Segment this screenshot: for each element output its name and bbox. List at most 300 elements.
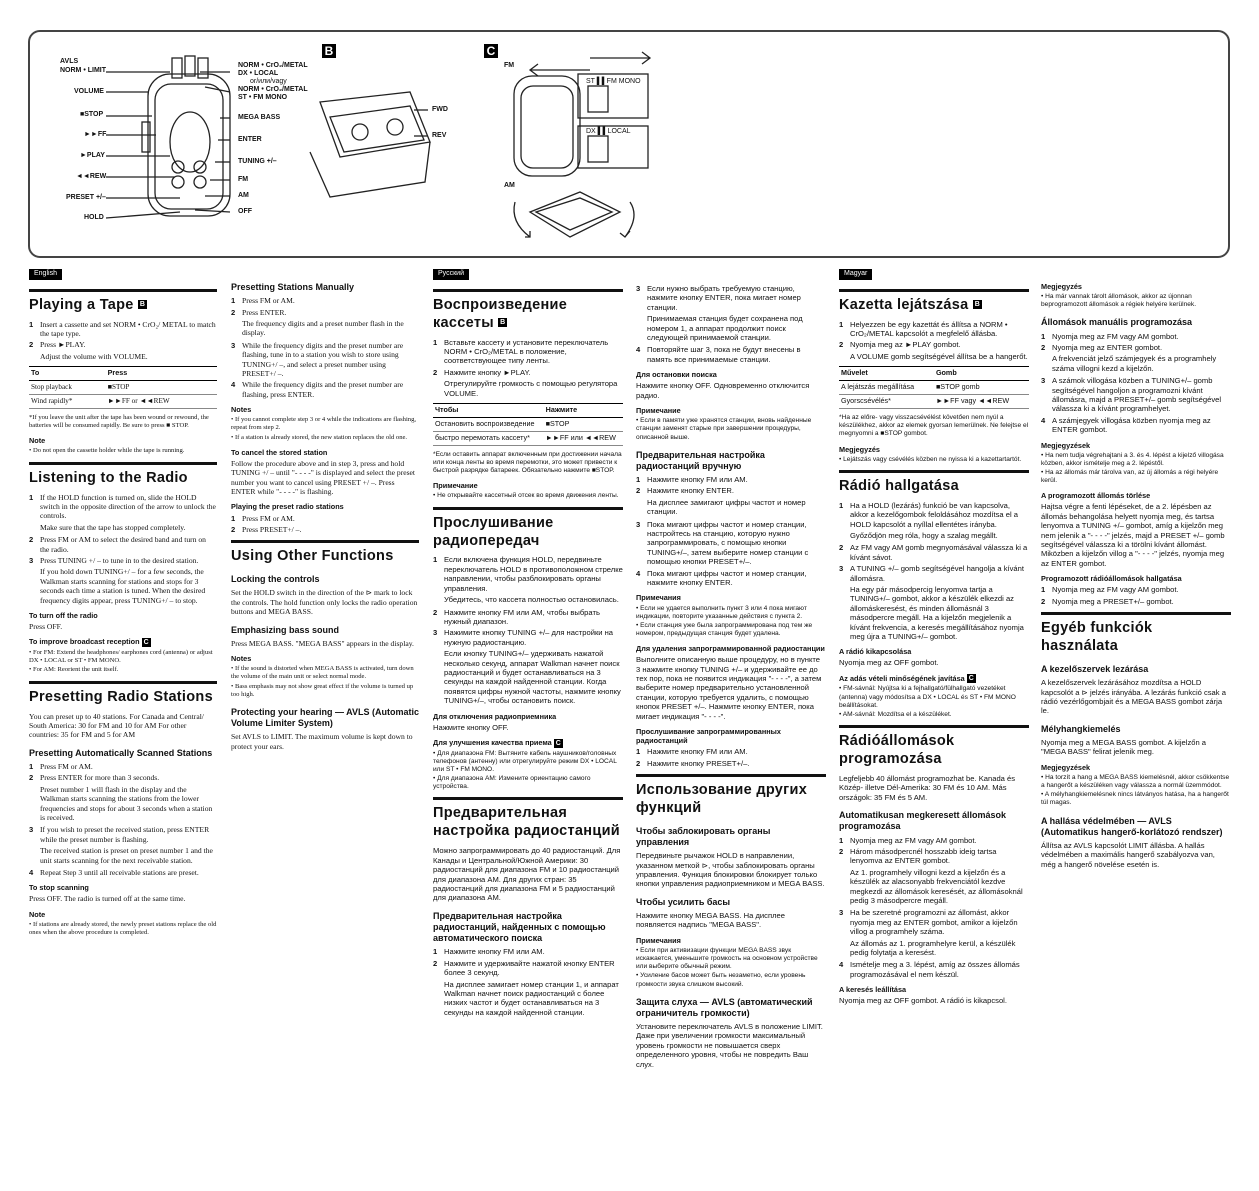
subheading: Locking the controls [231,574,320,585]
heading-listening-radio: Listening to the Radio [29,462,217,488]
step-text: Нажмите кнопку FM или AM, чтобы выбрать нужный диапазон. [444,607,600,626]
body-text: A kezelőszervek lezárásához mozdítsa a HOLD kapcsolót a ⊳ jelzés irányába. A lezárás funkció csak a rádió vezérlőgombjait és a MEGA BASS gombot zárja le. [1041,678,1226,716]
step-number: 3 [29,556,34,565]
hungarian-column-1 [839,268,1029,1008]
subheading: Programozott rádióállomások hallgatása [1041,574,1182,584]
english-column-1 [29,268,217,938]
label-hold: HOLD [84,214,104,221]
step-detail: Az állomás az 1. programhelyre kerül, a készülék pedig folytatja a keresést. [850,938,1016,958]
subheading: A hallása védelmében — AVLS (Automatikus hangerő-korlátozó rendszer) [1041,815,1223,837]
heading-playing-tape [29,289,217,315]
step-text: Нажмите кнопку ►PLAY. [444,367,531,377]
step-text: Press FM or AM. [242,513,295,523]
step-number: 2 [231,307,236,317]
step-number: 2 [1041,342,1046,352]
step-detail: Adjust the volume with VOLUME. [40,351,148,361]
step-number: 1 [231,513,236,523]
note-text: • If you cannot complete step 3 or 4 while the indications are flashing, repeat from step 2. [231,416,417,432]
step [839,960,1029,979]
step-detail: Az 1. programhely villogni kezd a kijelzőn és a készülék az alacsonyabb frekvenciától kezdve megkezdi az állomások keresését, az állomásoknál pedig 3 másodpercre megáll. [850,867,1023,906]
label-rev: REV [432,132,447,139]
label-fwd: FWD [432,106,448,113]
heading-text: Playing a Tape [29,296,134,313]
step-number: 1 [231,296,236,306]
subheading: Automatikusan megkeresett állomások programozása [839,810,1007,832]
table-header: Gomb [934,367,1029,381]
step-detail: If you hold down TUNING+/ – for a few seconds, the Walkman starts scanning for stations and stops for 3 seconds each time a station is tuned. When the desired frequency digits appear, press TUNING+/ – to stop. [40,567,206,605]
label-mega-bass: MEGA BASS [238,114,281,121]
note-label: Примечания [636,593,681,603]
step-detail: The received station is preset on preset number 1 and the unit starts scanning for the next receivable station. [40,846,213,865]
subheading: Playing the preset radio stations [231,502,344,512]
heading-listening-radio: Rádió hallgatása [839,470,1029,496]
step-text: Press ENTER. [242,307,287,317]
illustration-panel [28,30,1230,258]
figure-ref: C [143,639,149,647]
table-cell: Wind rapidly* [29,395,106,409]
step-text: Nyomja meg az FM vagy AM gombot. [1052,331,1179,341]
label-fm: FM [238,176,249,183]
russian-column-1 [433,268,623,1020]
step-text: Press FM or AM to select the desired band and turn on the radio. [40,535,206,554]
table-cell: Gyorscsévélés* [839,395,934,409]
step [839,908,1029,936]
heading-playing-tape [839,289,1029,315]
step-text: Нажмите кнопку FM или AM. [647,747,748,757]
table-row [433,417,623,431]
step [433,338,623,366]
note-text: • Не открывайте кассетный отсек во время движения ленты. [433,492,619,500]
note-text: • Ha torzít a hang a MEGA BASS kiemelésnél, akkor csökkentse a hangerőt a készüléken vagy válassza a normál üzemmódot. [1041,773,1230,789]
body-text: Nyomja meg az OFF gombot. [839,658,939,668]
step-text: Если включена функция HOLD, передвиньте переключатель HOLD в противоположном стрелке направлении, чтобы разблокировать органы управления. [444,555,623,593]
step-number: 2 [29,340,34,350]
step-number: 3 [636,519,641,529]
english-column-2 [231,282,419,753]
step [1041,416,1231,435]
step-number: 2 [839,543,844,553]
step-number: 2 [29,773,34,783]
step-number: 2 [231,524,236,534]
step [29,868,217,877]
note-label: Notes [231,405,252,415]
body-text: Можно запрограммировать до 40 радиостанций. Для Канады и Центральной/Южной Америки: 30 радиостанций для диапазона FM и 10 радиостанций для диапазона AM. Для других стран: 35 радиостанций для диапазона FM и 5 радиостанций для диапазона AM. [433,846,621,903]
step-text: Press ENTER for more than 3 seconds. [40,773,160,783]
step-number: 3 [1041,376,1046,386]
step-number: 2 [433,607,438,617]
body-text: Передвиньте рычажок HOLD в направлении, указанном меткой ⊳, чтобы заблокировать органы управления. Функция блокировки блокирует только кнопки управления радиоприемником и MEGA BASS. [636,851,825,889]
table-header: Нажмите [544,404,623,418]
step-text: Nyomja meg az ►PLAY gombot. [850,340,961,350]
subheading-text: Для улучшения качества приема [433,738,552,748]
step-number: 4 [1041,415,1046,425]
body-text: Nyomja meg az OFF gombot. A rádió is kikapcsol. [839,996,1007,1006]
step [1041,585,1231,594]
playback-table [839,366,1029,409]
body-text: Follow the procedure above and in step 3, press and hold TUNING +/ – until "- - - -" is displayed and select the preset number you want to cancel using PRESET +/ –. Press ENTER while "- - - -" is flashing. [231,458,416,497]
step-text: Нажимите кнопку TUNING +/– для настройки на нужную радиостанцию. [444,628,614,647]
body-text: Hajtsa végre a fenti lépéseket, de a 2. lépésben az állomás behangolása helyett nyomja meg, és tartsa lenyomva a TUNING +/– gombot, amíg a kijelzőn meg nem jelenik a "- - - -" jelzés, majd a PRESET +/– gomb segítségével válassza ki a törölni kívánt állomást. Miközben a kijelzőn villog a "- - - -" jelzés, nyomja meg az ENTER gombot. [1041,502,1225,568]
subheading: A programozott állomás törlése [1041,491,1151,501]
step [231,341,419,379]
step [636,759,826,768]
step [839,847,1029,866]
body-text: Установите переключатель AVLS в положение LIMIT. Даже при увеличении громкости максимальный уровень громкости не повышается сверх определенного уровня, чтобы не повредить Ваш слух. [636,1022,823,1069]
step-detail: A VOLUME gomb segítségével állítsa be a hangerőt. [850,351,1028,361]
note-label: Megjegyzések [1041,762,1091,772]
step [636,747,826,756]
body-text: You can preset up to 40 stations. For Canada and Central/ South America: 30 for FM and 10 for AM For other countries: 35 for FM and 5 for AM [29,711,204,740]
label-am: AM [238,192,249,199]
step-text: Nyomja meg az FM vagy AM gombot. [1052,585,1179,595]
step-number: 2 [839,847,844,857]
step-text: Press FM or AM. [40,761,93,771]
subheading: A keresés leállítása [839,985,907,995]
note-label: Примечание [636,406,681,416]
subheading: Presetting Automatically Scanned Stations [29,747,213,758]
figure-ref: C [968,675,974,683]
note-label: Notes [231,654,252,664]
switch-dx-local: DX ▌▌LOCAL [586,128,631,135]
note-text: • Bass emphasis may not show great effect if the volume is turned up too high. [231,682,414,698]
figure-ref: B [974,301,981,309]
subheading: A rádió kikapcsolása [839,647,912,657]
step [636,520,826,567]
step-number: 2 [636,758,641,768]
step [1041,332,1231,341]
subheading: To stop scanning [29,883,89,893]
table-header: Press [106,367,217,381]
heading-other-functions: Egyéb funkciók használata [1041,612,1231,656]
step [839,564,1029,583]
step-text: A számjegyek villogása közben nyomja meg az ENTER gombot. [1052,415,1211,435]
step-text: Press ►PLAY. [40,340,86,350]
step [29,493,217,521]
step-number: 3 [231,340,236,350]
label-rew: ◄◄REW [76,173,107,180]
step-text: Insert a cassette and set NORM • CrO₂/ METAL to match the tape type. [40,319,216,339]
subheading: To turn off the radio [29,611,98,621]
step-number: 1 [839,835,844,845]
label-tuning: TUNING +/– [238,158,277,165]
step [636,284,826,312]
step-detail: Отрегулируйте громкость с помощью регулятора VOLUME. [444,379,618,398]
table-header: To [29,367,106,381]
note-label: Megjegyzés [839,444,880,454]
table-row [839,395,1029,409]
bullet-text: • Для диапазона FM: Вытяните кабель наушников/головных телефонов (антенну) или отрегулируйте режим DX • LOCAL или ST • FM MONO. [433,749,617,773]
step [433,555,623,593]
body-text: Nyomja meg a MEGA BASS gombot. A kijelzőn a "MEGA BASS" felirat jelenik meg. [1041,737,1207,757]
step-text: Нажмите кнопку ENTER. [647,486,734,496]
table-cell: Stop playback [29,381,106,395]
subheading: Предварительная настройка радиостанций вручную [636,449,765,471]
walkman-illustration [30,32,1228,256]
bullet-text: • AM-sávnál: Mozdítsa el a készüléket. [839,710,952,718]
subheading: Presetting Stations Manually [231,282,355,292]
heading-text: Kazetta lejátszása [839,296,969,313]
step [29,556,217,565]
step-number: 2 [636,486,641,496]
label-off: OFF [238,208,252,215]
label-preset: PRESET +/– [66,194,106,201]
subheading: Для отключения радиоприемника [433,711,557,721]
step-number: 1 [839,319,844,329]
step-text: While the frequency digits and the preset number are flashing, press ENTER. [242,380,404,399]
step-text: Helyezzen be egy kazettát és állítsa a NORM • CrO₂/METAL kapcsolót a megfelelő állásba. [850,319,1008,339]
step-detail: На дисплее замигают цифры частот и номер станции. [647,497,806,517]
label-stop: ■STOP [80,111,104,118]
label-st-fm-mono: ST • FM MONO [238,94,288,101]
step-number: 2 [433,367,438,377]
body-text: Press OFF. The radio is turned off at the same time. [29,894,186,904]
step-text: Ismételje meg a 3. lépést, amíg az összes állomás programozásával el nem készül. [850,960,1020,979]
label-dx-local: DX • LOCAL [238,70,279,77]
label-enter: ENTER [238,136,262,143]
table-footnote: *Ha az előre- vagy visszacsévélést követően nem nyúl a készülékhez, akkor az elemek gyorsan lemerülnek. Ne felejtse el megnyomni a ■STOP gombot. [839,414,1029,438]
step [839,543,1029,562]
step [29,320,217,339]
subheading: Предварительная настройка радиостанций, найденных с помощью автоматического поиска [433,910,606,944]
note-text: • If the sound is distorted when MEGA BASS is activated, turn down the volume of the main unit or select normal mode. [231,665,414,681]
step-text: Nyomja meg az ENTER gombot. [1052,342,1163,352]
note-text: • Если не удается выполнить пункт 3 или 4 пока мигают индикации, повторите указанные действия с пункта 2. [636,604,807,620]
label-ff: ►►FF [84,131,107,138]
step-number: 1 [636,747,641,757]
heading-presetting: Предварительная настройка радиостанций [433,797,623,841]
step [839,320,1029,339]
step-text: Repeat Step 3 until all receivable stations are preset. [40,867,199,877]
step-number: 1 [636,474,641,484]
playback-table [29,366,217,409]
step-number: 4 [636,568,641,578]
step-text: Нажмите кнопку PRESET+/–. [647,758,750,768]
step-text: If the HOLD function is turned on, slide the HOLD switch in the opposite direction of the arrow to unlock the controls. [40,492,216,521]
step [433,368,623,377]
table-row [839,381,1029,395]
subheading: Protecting your hearing — AVLS (Automatic Volume Limiter System) [231,706,420,729]
step-detail: Убедитесь, что кассета полностью остановилась. [444,595,619,605]
step [636,475,826,484]
step-text: Nyomja meg a PRESET+/– gombot. [1052,596,1174,606]
note-text: • Do not open the cassette holder while the tape is running. [29,447,185,455]
table-row [29,395,217,409]
step-text: Пока мигают цифры частот и номер станции, настройтесь на станцию, которую нужно запрограммировать, с помощью кнопки TUNING+/–, затем выберите номер станции с помощью кнопки PRESET+/–. [647,519,809,567]
step-number: 1 [433,555,438,565]
heading-other-functions: Using Other Functions [231,540,419,566]
note-label: Примечания [636,935,681,945]
label-avls: AVLS [60,58,79,65]
step [231,525,419,534]
bullet-text: • FM-sávnál: Nyújtsa ki a fejhallgató/fülhallgató vezetéket (antenna) vagy módosítsa a DX • LOCAL és ST • FM MONO beállításokat. [839,685,1016,709]
figure-ref: B [139,301,146,309]
note-text: • Ha nem tudja végrehajtani a 3. és 4. lépést a kijelző villogása közben, akkor ismételje meg a 2. lépéstől. [1041,451,1224,467]
step [636,345,826,364]
body-text: Állítsa az AVLS kapcsolót LIMIT állásba. A hallás védelmében a maximális hangerő szabályozva van, még a hangerő növelése esetén is. [1041,840,1215,869]
step-number: 1 [1041,331,1046,341]
step-text: Нажмите и удерживайте нажатой кнопку ENTER более 3 секунд. [444,958,615,978]
heading-text: Воспроизведение кассеты [433,296,568,331]
table-cell: ►►FF vagy ◄◄REW [934,395,1029,409]
subheading [839,674,1029,684]
figure-ref: C [555,739,561,747]
table-cell: ■STOP gomb [934,381,1029,395]
step [839,836,1029,845]
step-text: Нажмите кнопку FM или AM. [647,474,748,484]
step-text: A TUNING +/– gomb segítségével hangolja a kívánt állomásra. [850,564,1024,583]
step-number: 1 [29,492,34,502]
step-number: 3 [636,284,641,293]
step-number: 4 [29,867,34,877]
heading-other-functions: Использование других функций [636,774,826,818]
step-number: 2 [1041,596,1046,606]
table-header: Művelet [839,367,934,381]
note-text: • If a station is already stored, the new station replaces the old one. [231,433,408,441]
step-text: Három másodpercnél hosszabb ideig tartsa lenyomva az ENTER gombot. [850,847,997,866]
step-text: While the frequency digits and the preset number are flashing, tune in to a station you wish to store using TUNING+/ –, and select a preset number using PRESET+/ –. [242,340,404,378]
step-text: Повторяйте шаг 3, пока не будут внесены в память все принимаемые станции. [647,345,801,364]
subheading: Чтобы усилить басы [636,896,731,907]
table-cell: ■STOP [544,417,623,431]
bullet-text: • Для диапазона AM: Измените ориентацию самого устройства. [433,775,591,791]
body-text: Press OFF. [29,622,63,632]
step-detail: На дисплее замигает номер станции 1, и аппарат Walkman начнет поиск радиостанций с более низких частот и будет останавливаться на 3 секунды на каждой найденной станции. [444,979,619,1017]
step [231,514,419,523]
step [636,569,826,588]
step [1041,343,1231,352]
step-text: Нажмите кнопку FM или AM. [444,947,545,957]
table-cell: Остановить воспроизведение [433,417,544,431]
step-number: 1 [433,947,438,957]
subheading [433,738,623,748]
step-text: Press FM or AM. [242,296,295,306]
heading-presetting: Rádióállomások programozása [839,725,1029,769]
step-text: Az FM vagy AM gomb megnyomásával válassza ki a kívánt sávot. [850,543,1028,562]
body-text: Set the HOLD switch in the direction of the ⊳ mark to lock the controls. The hold function only locks the radio operation buttons and MEGA BASS. [231,588,418,617]
label-norm-cro2-alt: NORM • CrO₂/METAL [238,86,308,93]
step-detail: The frequency digits and a preset number flash in the display. [242,318,404,338]
table-footnote: *If you leave the unit after the tape has been wound or rewound, the batteries will be consumed rapidly. Be sure to press ■ STOP. [29,414,209,430]
note-text: • If stations are already stored, the newly preset stations replace the old ones when the above procedure is completed. [29,920,217,937]
step [29,762,217,771]
step-number: 1 [1041,585,1046,595]
step [29,340,217,349]
step-text: Вставьте кассету и установите переключатель NORM • CrO₂/METAL в положение, соответствующее типу ленты. [444,337,609,366]
body-text: Выполните описанную выше процедуру, но в пункте 3 нажмите кнопку TUNING +/– и удерживайте ее до тех пор, пока не появится индикация "- - - -", а затем выберите номер предварительно установленной станции, которую требуется удалить, с помощью кнопок PRESET +/–. Нажмите кнопку ENTER, пока мигает индикация "- - - -". [636,655,822,721]
step-number: 4 [636,345,641,355]
step-number: 4 [231,380,236,390]
step-text: Nyomja meg az FM vagy AM gombot. [850,835,977,845]
language-tag-english: English [29,269,62,280]
step [433,959,623,978]
subheading-text: To improve broadcast reception [29,637,140,647]
step [1041,597,1231,606]
note-text: • Ha már vannak tárolt állomások, akkor az újonnan beprogramozott állomások a régiek helyére kerülnek. [1041,293,1197,309]
step-number: 1 [29,319,34,329]
bullet-text: • For FM: Extend the headphones/ earphones cord (antenna) or adjust DX • LOCAL or ST • FM MONO. [29,649,213,665]
figure-c-marker: C [484,44,498,58]
step [433,628,623,647]
body-text: Legfeljebb 40 állomást programozhat be. Kanada és Közép- illetve Dél-Amerika: 30 FM és 10 AM. Más országok: 35 FM és 5 AM. [839,774,1016,802]
subheading: Для остановки поиска [636,370,717,380]
label-or: or/или/vagy [250,78,287,85]
table-row [29,381,217,395]
subheading: Для удаления запрограммированной радиостанции [636,644,825,654]
step-text: Пока мигают цифры частот и номер станции, нажмите кнопку ENTER. [647,568,807,588]
step-number: 4 [839,960,844,970]
subheading [29,637,217,647]
step-text: A számok villogása közben a TUNING+/– gomb segítségével hangoljon a programozni kívánt állomásra, majd a PRESET+/– gomb segítségével válassza ki a kívánt programhelyet. [1052,376,1222,414]
step-detail: Принимаемая станция будет сохранена под номером 1, а аппарат продолжит поиск следующей принимаемой станции. [647,314,803,343]
step-detail: Ha egy pár másodpercig lenyomva tartja a TUNING+/– gombot, akkor a készülék elkezdi az állomáskeresést, és minden állomásnál 3 másodpercre megáll. Ha a kijelzőn megjelenik a kívánt frekvencia, a keresés megállításához nyomja meg újra a TUNING+/– gombot. [850,584,1024,642]
body-text: Press MEGA BASS. "MEGA BASS" appears in the display. [231,638,414,648]
subheading: A kezelőszervek lezárása [1041,664,1149,675]
note-text: • Ha az állomás már tárolva van, az új állomás a régi helyére kerül. [1041,469,1219,485]
body-text: Нажмите кнопку MEGA BASS. На дисплее появляется надпись "MEGA BASS". [636,911,785,930]
step-number: 3 [839,564,844,574]
step-number: 3 [433,628,438,638]
label-volume: VOLUME [74,88,104,95]
subheading: Emphasizing bass sound [231,624,340,635]
subheading: Чтобы заблокировать органы управления [636,825,771,848]
note-text: • Если при активизации функции MEGA BASS звук искажается, уменьшите громкость на основном устройстве или выберите обычный режим. [636,946,818,971]
switch-st-fm-mono: ST ▌▌FM MONO [586,78,641,85]
subheading: Прослушивание запрограммированных радиостанций [636,727,781,746]
note-label: Note [29,909,46,919]
note-text: • A mélyhangkiemelésnek nincs látványos hatása, ha a hangerőt túl magas. [1041,791,1229,807]
subheading: Защита слуха — AVLS (автоматический ограничитель громкости) [636,996,813,1018]
heading-presetting: Presetting Radio Stations [29,681,217,707]
body-text: Нажмите кнопку OFF. [433,722,509,732]
step-detail: Győződjön meg róla, hogy a szalag megállt. [850,530,998,540]
table-footnote: *Если оставить аппарат включенным при достижении начала или конца ленты во время перемотки, это может привести к быстрой разрядке батареек. Обязательно нажмите ■STOP. [433,450,622,475]
note-text: • Lejátszás vagy csévélés közben ne nyissa ki a kazettartartót. [839,455,1022,463]
subheading-text: Az adás vételi minőségének javítása [839,673,965,683]
step-text: If you wish to preset the received station, press ENTER while the preset number is flashing. [40,825,210,844]
step [433,608,623,627]
step [29,773,217,782]
step [29,825,217,844]
body-text: Нажмите кнопку OFF. Одновременно отключится радио. [636,381,810,400]
figure-b-marker: B [322,44,336,58]
step [839,340,1029,349]
step-detail: A frekvenciát jelző számjegyek és a programhely száma villogni kezd a kijelzőn. [1052,354,1217,373]
step [231,380,419,399]
step-detail: Если кнопку TUNING+/– удерживать нажатой несколько секунд, аппарат Walkman начнет поиск радиостанций и будет останавливаться на 3 секунды на каждой найденной станции. Когда появятся цифры нужной частоты, нажмите кнопку TUNING+/–, чтобы остановить поиск. [444,649,621,706]
playback-table [433,403,623,446]
label-norm-limit: NORM • LIMIT [60,67,106,74]
subheading: Állomások manuális programozása [1041,317,1193,328]
step-detail: Preset number 1 will flash in the display and the Walkman starts scanning the stations from the lower frequencies and stops for about 3 seconds when a station is received. [40,784,213,822]
language-tag-hungarian: Magyar [839,269,872,280]
step [636,486,826,495]
heading-playing-tape [433,289,623,333]
label-norm-cro2: NORM • CrO₂/METAL [238,62,308,69]
language-tag-russian: Русский [433,269,469,280]
step-number: 3 [839,908,844,918]
body-text: Set AVLS to LIMIT. The maximum volume is kept down to protect your ears. [231,732,413,751]
note-text: • Если в памяти уже хранятся станции, вновь найденные станции заменят старые при завершении процедуры, описанной выше. [636,417,812,441]
heading-listening-radio: Прослушивание радиопередач [433,507,623,551]
step-number: 2 [839,340,844,350]
bullet-text: • For AM: Reorient the unit itself. [29,666,119,674]
label-play: ►PLAY [80,152,105,159]
step-text: Если нужно выбрать требуемую станцию, нажмите кнопку ENTER, пока мигает номер станции. [647,284,801,312]
note-text: • Усиление басов может быть незаметно, если уровень громкости звука слишком высокий. [636,972,806,988]
hungarian-column-2 [1041,282,1231,871]
note-label: Megjegyzések [1041,440,1091,450]
step-number: 3 [29,825,34,835]
